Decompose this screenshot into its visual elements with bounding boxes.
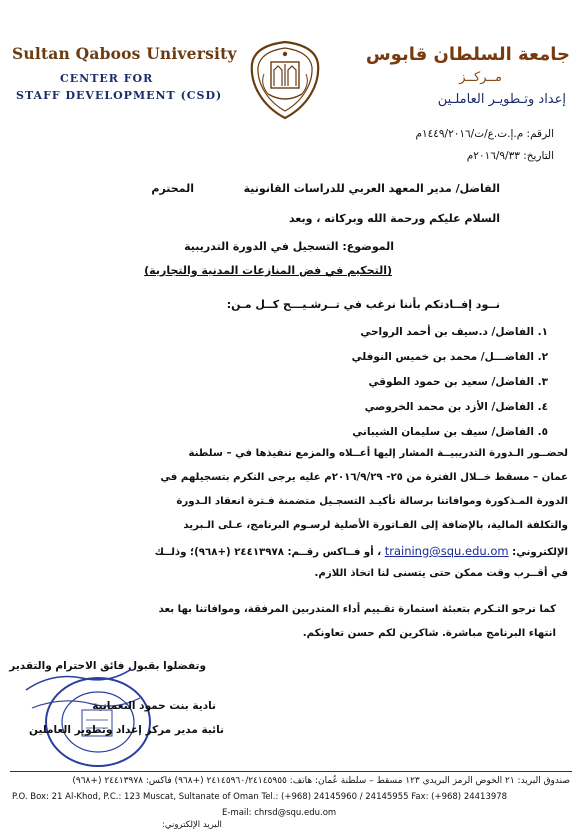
para1-line: والتكلفة المالية، بالإضافة إلى الفـاتورة الأصلية لرسـوم البرنامج، عـلى الـبريد xyxy=(183,520,568,531)
para1-line: لحضــور الـدورة التدريبيــة المشار إليها أعــلاه والمزمع تنفيذها في – سلطنة xyxy=(188,448,568,459)
closing-text: وتفضلوا بقبول فائق الاحترام والتقدير xyxy=(9,660,206,672)
university-logo xyxy=(244,40,326,120)
university-name-en: Sultan Qaboos University xyxy=(12,44,237,63)
nominee-item: ٢. الفاضـــل/ محمد بن خميس النوفلي xyxy=(351,351,548,363)
intro-text: نــود إفــادتكم بأننا نرغب في تــرشـيـــح كــل مـن: xyxy=(226,298,500,311)
nominee-item: ٥. الفاضل/ سيف بن سليمان الشيباني xyxy=(352,426,548,438)
footer-address-en: P.O. Box: 21 Al-Khod, P.C.: 123 Muscat, Sultanate of Oman Tel.: (+968) 24145960 / 24145955 Fax: (+968) 24413978 xyxy=(12,792,508,802)
para2-line: كما نرجو التـكرم بتعبئة استمارة تقـييم أداء المتدربين المرفقة، وموافاتنا بها بعد xyxy=(158,604,556,615)
subject-line-1: الموضوع: التسجيل في الدورة التدريبية xyxy=(184,240,394,253)
para1-line: في أقــرب وقت ممكن حتى يتسنى لنا اتخاذ اللازم. xyxy=(314,568,568,579)
center-name-en-line1 xyxy=(60,72,153,85)
center-name-en-line2 xyxy=(16,89,222,102)
email-label: الإلكتروني: xyxy=(512,547,568,558)
center-label-ar: مــركــز xyxy=(459,70,502,85)
nominee-item: ١. الفاضل/ د.سيف بن أحمد الرواحي xyxy=(360,326,548,338)
footer-email-label-ar: البريد الإلكتروني: xyxy=(162,820,222,830)
footer-address-ar: صندوق البريد: ٢١ الخوض الرمز البريدي ١٢٣ مسقط – سلطنة عُمان: هاتف: ٢٤١٤٥٩٦٠/٢٤١٤٥٩٥٥ (+٩٦٨) فاكس: ٢٤٤١٣٩٧٨ (+٩٦٨) xyxy=(72,776,570,786)
body-paragraph-2 xyxy=(36,604,556,652)
signatory-name: نادية بنت حمود النعمانية xyxy=(92,700,216,712)
training-email-link[interactable]: training@squ.edu.om xyxy=(384,544,509,558)
para1-line: عمان – مسقط خــلال الفترة من ٢٥- ٢٠١٦/٩/٢٩م عليه يرجى التكرم بتسجيلهم في xyxy=(160,472,568,483)
footer-divider xyxy=(10,771,572,772)
development-label-ar: إعداد وتـطويـر العاملـين xyxy=(437,92,566,107)
para1-line: الدورة المـذكورة وموافاتنا برسالة تأكيـد التسجـيل متضمنة فـترة انعقاد الـدورة xyxy=(176,496,568,507)
center-en-line1-text: CENTER FOR xyxy=(60,72,154,85)
letter-date: التاريخ: ٢٠١٦/٩/٣٣م xyxy=(466,150,554,162)
official-stamp xyxy=(12,660,157,770)
honorific: المحترم xyxy=(151,182,194,195)
nominee-item: ٣. الفاضل/ سعيد بن حمود الطوقي xyxy=(368,376,548,388)
nominee-item: ٤. الفاضل/ الأزد بن محمد الخروصي xyxy=(364,401,548,413)
reference-number: الرقم: م.إ.ت.ع/ت/١٤٤٩/٢٠١٦م xyxy=(415,128,554,140)
para1-line-email xyxy=(12,544,568,568)
addressee: الفاضل/ مدير المعهد العربي للدراسات القانونية xyxy=(243,182,500,195)
greeting: السلام عليكم ورحمة الله وبركاته ، وبعد xyxy=(288,212,500,225)
signatory-title: نائبة مدير مركز إعداد وتطوير العاملين xyxy=(29,724,224,736)
para2-line: انتهاء البرنامج مباشرة. شاكرين لكم حسن تعاونكم. xyxy=(302,628,556,639)
subject-line-2: (التحكيم في فض المنازعات المدنية والتجارية) xyxy=(144,264,392,277)
footer-email-en: E-mail: chrsd@squ.edu.om xyxy=(222,808,337,818)
body-paragraph-1 xyxy=(12,448,568,592)
fax-text: ، أو فــاكس رقــم: ٢٤٤١٣٩٧٨ (+٩٦٨)؛ وذلــك xyxy=(154,547,382,558)
nominee-list xyxy=(248,326,548,451)
center-en-line2-text: STAFF DEVELOPMENT (CSD) xyxy=(16,89,223,102)
university-name-ar: جامعة السلطان قابوس xyxy=(365,44,570,65)
